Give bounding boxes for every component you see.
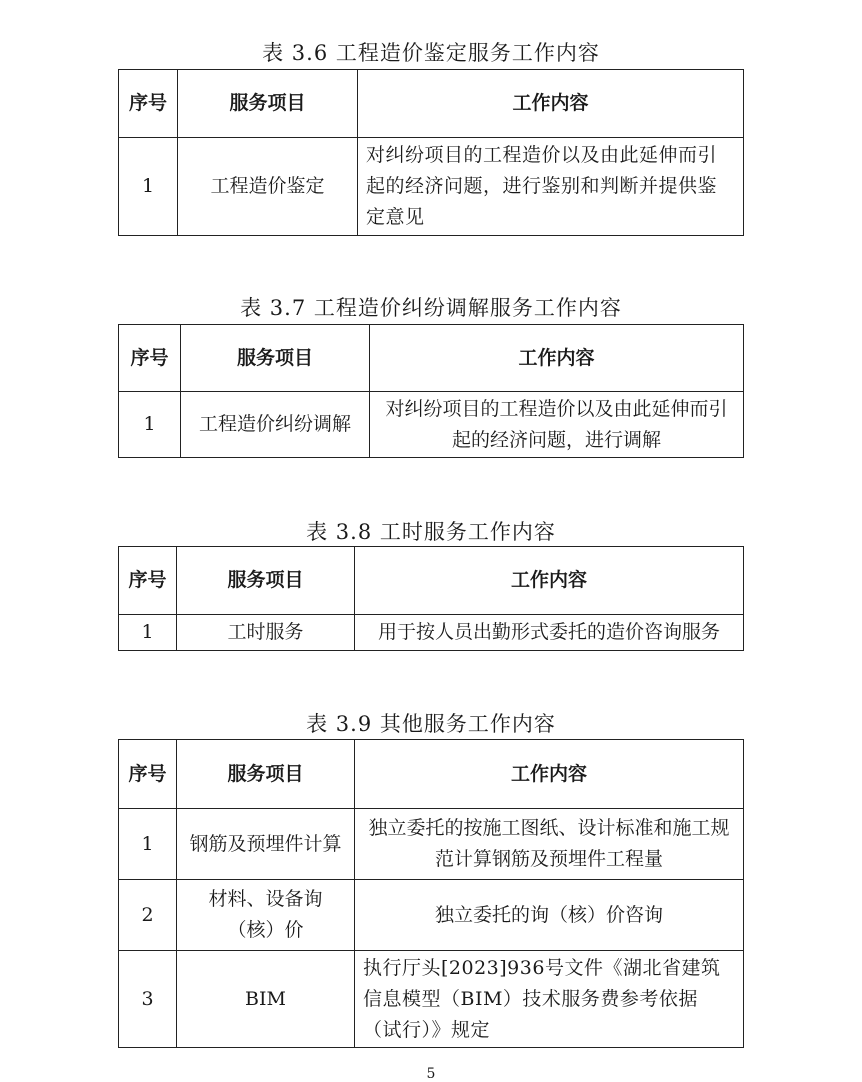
table-3-8-caption: 表 3.8 工时服务工作内容 — [306, 520, 556, 544]
row-no: 1 — [119, 392, 181, 458]
page-number: 5 — [426, 1066, 436, 1082]
table-row — [119, 880, 744, 951]
row-item: 工程造价纠纷调解 — [181, 392, 370, 458]
row-no: 3 — [119, 951, 177, 1048]
row-content: 对纠纷项目的工程造价以及由此延伸而引起的经济问题，进行调解 — [370, 392, 744, 458]
row-content: 执行厅头[2023]936号文件《湖北省建筑信息模型（BIM）技术服务费参考依据（试行）》规定 — [355, 951, 744, 1048]
table-row — [119, 138, 744, 236]
row-no: 1 — [119, 615, 177, 651]
row-content: 对纠纷项目的工程造价以及由此延伸而引起的经济问题，进行鉴别和判断并提供鉴定意见 — [358, 138, 744, 236]
header-no: 序号 — [119, 547, 177, 615]
row-content: 独立委托的按施工图纸、设计标准和施工规范计算钢筋及预埋件工程量 — [355, 809, 744, 880]
header-content: 工作内容 — [370, 325, 744, 392]
row-no: 2 — [119, 880, 177, 951]
header-no: 序号 — [119, 740, 177, 809]
header-item: 服务项目 — [178, 70, 358, 138]
table-3-9-caption: 表 3.9 其他服务工作内容 — [306, 712, 556, 736]
table-3-7-caption: 表 3.7 工程造价纠纷调解服务工作内容 — [240, 296, 622, 320]
table-3-6 — [118, 69, 744, 236]
row-content: 独立委托的询（核）价咨询 — [355, 880, 744, 951]
row-content: 用于按人员出勤形式委托的造价咨询服务 — [355, 615, 744, 651]
table-row — [119, 809, 744, 880]
row-item: 工程造价鉴定 — [178, 138, 358, 236]
header-content: 工作内容 — [358, 70, 744, 138]
header-item: 服务项目 — [177, 740, 355, 809]
table-3-9 — [118, 739, 744, 1048]
row-item: 钢筋及预埋件计算 — [177, 809, 355, 880]
table-row — [119, 392, 744, 458]
header-no: 序号 — [119, 70, 178, 138]
header-item: 服务项目 — [181, 325, 370, 392]
table-row — [119, 615, 744, 651]
row-item: BIM — [177, 951, 355, 1048]
header-content: 工作内容 — [355, 547, 744, 615]
header-no: 序号 — [119, 325, 181, 392]
header-item: 服务项目 — [177, 547, 355, 615]
table-row — [119, 951, 744, 1048]
table-3-6-caption: 表 3.6 工程造价鉴定服务工作内容 — [262, 41, 600, 65]
table-3-8 — [118, 546, 744, 651]
row-item: 工时服务 — [177, 615, 355, 651]
header-content: 工作内容 — [355, 740, 744, 809]
table-3-7 — [118, 324, 744, 458]
row-no: 1 — [119, 138, 178, 236]
row-item: 材料、设备询（核）价 — [177, 880, 355, 951]
row-no: 1 — [119, 809, 177, 880]
